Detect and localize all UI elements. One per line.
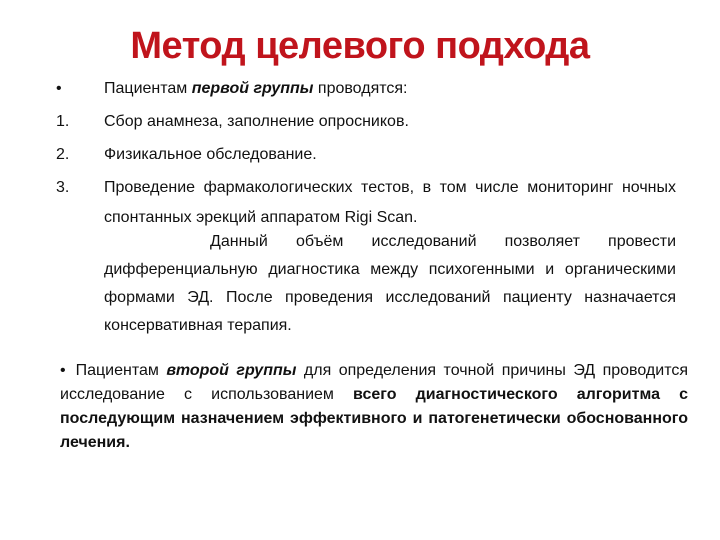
second-lead-before: Пациентам bbox=[75, 362, 167, 379]
list-number: 1. bbox=[56, 113, 70, 130]
list-number: 3. bbox=[56, 179, 70, 196]
second-group-emphasis: второй группы bbox=[166, 362, 297, 379]
first-group-summary: Данный объём исследований позволяет провести дифференциальную диагностика между психогенными и органическими формами ЭД. После проведения исследований пациенту назначается консервативная терапия. bbox=[104, 233, 676, 334]
second-group-bold-tail: всего диагностического алгоритма с последующим назначением эффективного и патогенетически обоснованного лечения. bbox=[60, 386, 688, 451]
lead-after: проводятся: bbox=[313, 80, 408, 97]
slide-title: Метод целевого подхода bbox=[130, 25, 590, 67]
list-number: 2. bbox=[56, 146, 70, 163]
second-group-paragraph bbox=[60, 359, 688, 455]
bullet-marker: • bbox=[60, 362, 66, 379]
list-item-text: Физикальное обследование. bbox=[104, 146, 317, 163]
second-group-middle: для определения точной причины ЭД проводится исследование с использованием bbox=[60, 362, 689, 403]
first-group-emphasis: первой группы bbox=[191, 80, 314, 97]
first-group-lead-text bbox=[104, 78, 676, 100]
list-item-text: Сбор анамнеза, заполнение опросников. bbox=[104, 113, 409, 130]
lead-before: Пациентам bbox=[104, 80, 192, 97]
bullet-marker: • bbox=[56, 80, 62, 97]
list-item-text: Проведение фармакологических тестов, в том числе мониторинг ночных спонтанных эрекций аппаратом Rigi Scan. bbox=[104, 179, 676, 226]
